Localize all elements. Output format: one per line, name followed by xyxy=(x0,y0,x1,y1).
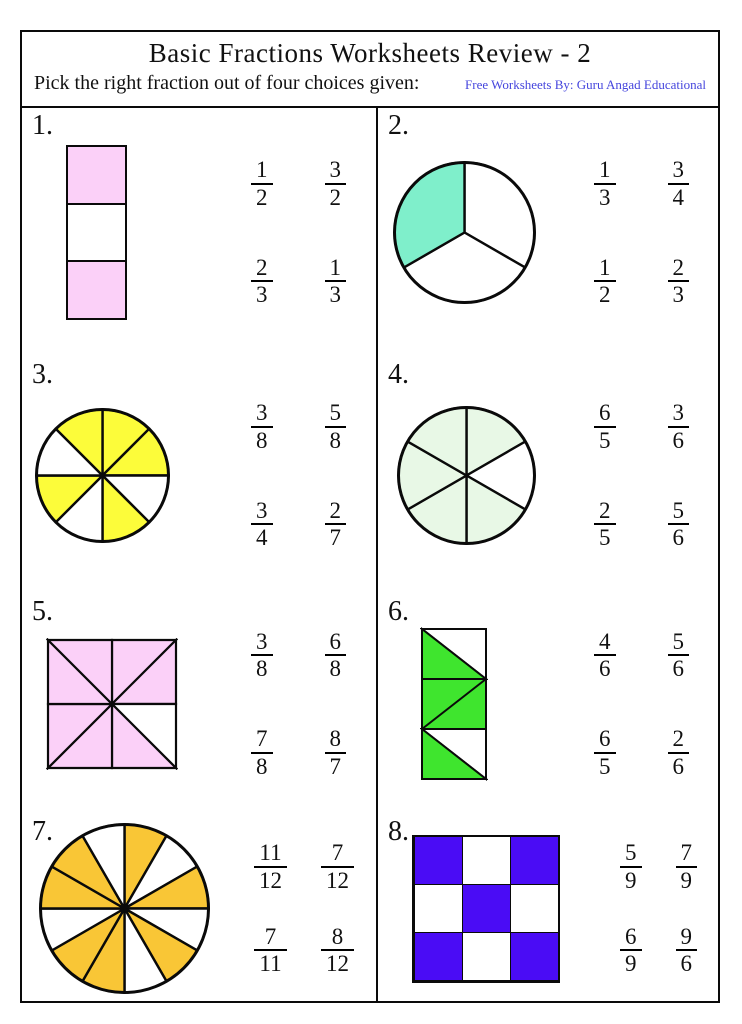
fraction-denominator: 11 xyxy=(254,949,287,977)
fraction-choice-1-3[interactable] xyxy=(594,157,616,211)
fraction-numerator: 5 xyxy=(672,628,684,654)
worksheet-page xyxy=(20,30,720,1003)
fraction-choice-11-12[interactable] xyxy=(254,840,287,894)
fraction-numerator: 6 xyxy=(329,628,341,654)
shape-container xyxy=(66,145,127,320)
fraction-numerator: 1 xyxy=(599,157,611,182)
credit-link[interactable]: Free Worksheets By: Guru Angad Educational xyxy=(465,77,706,92)
fraction-denominator: 5 xyxy=(594,752,616,780)
grid-cell-unshaded xyxy=(510,884,559,933)
problem-number: 7. xyxy=(32,816,53,847)
problem-4 xyxy=(378,357,719,594)
problem-8 xyxy=(378,814,719,1003)
pinwheel-square-shape xyxy=(46,638,178,770)
fraction-choices xyxy=(594,629,689,780)
fraction-choice-1-2[interactable] xyxy=(594,255,616,309)
pie-shape-8-slices xyxy=(34,407,171,544)
fraction-choices xyxy=(251,629,346,780)
fraction-choice-5-6[interactable] xyxy=(668,629,690,683)
fraction-choices xyxy=(594,157,689,308)
fraction-numerator: 1 xyxy=(256,157,268,182)
problem-3 xyxy=(22,357,378,594)
fraction-denominator: 6 xyxy=(676,949,698,977)
fraction-choices xyxy=(251,157,346,308)
fraction-denominator: 12 xyxy=(254,866,287,894)
fraction-choices xyxy=(254,840,354,977)
problem-number: 2. xyxy=(388,110,409,141)
fraction-numerator: 1 xyxy=(599,254,611,280)
fraction-denominator: 9 xyxy=(620,949,642,977)
grid-cell-unshaded xyxy=(462,836,511,885)
fraction-numerator: 2 xyxy=(256,254,268,280)
fraction-choice-1-2[interactable] xyxy=(251,157,273,211)
fraction-numerator: 11 xyxy=(259,840,282,865)
fraction-choice-6-5[interactable] xyxy=(594,726,616,780)
fraction-choice-2-6[interactable] xyxy=(668,726,690,780)
fraction-denominator: 9 xyxy=(676,866,698,894)
fraction-choice-7-9[interactable] xyxy=(676,840,698,894)
grid-cell-shaded xyxy=(510,836,559,885)
bar-cell-unshaded xyxy=(66,203,127,263)
page-title: Basic Fractions Worksheets Review - 2 xyxy=(148,38,592,68)
fraction-choice-3-4[interactable] xyxy=(668,157,690,211)
fraction-numerator: 8 xyxy=(331,923,344,949)
fraction-denominator: 6 xyxy=(668,523,690,551)
fraction-denominator: 8 xyxy=(325,426,347,454)
fraction-denominator: 8 xyxy=(251,752,273,780)
fraction-numerator: 8 xyxy=(329,726,341,751)
worksheet-header xyxy=(22,32,718,108)
fraction-choices xyxy=(251,400,346,551)
fraction-choice-1-3[interactable] xyxy=(325,255,347,309)
problem-6 xyxy=(378,594,719,814)
problems-grid xyxy=(22,108,718,1003)
fraction-choice-5-6[interactable] xyxy=(668,498,690,552)
fraction-choice-6-9[interactable] xyxy=(620,924,642,978)
fraction-choice-7-8[interactable] xyxy=(251,726,273,780)
fraction-choice-6-5[interactable] xyxy=(594,400,616,454)
problem-2 xyxy=(378,108,719,357)
fraction-choice-8-7[interactable] xyxy=(325,726,347,780)
fraction-denominator: 5 xyxy=(594,426,616,454)
fraction-choices xyxy=(594,400,689,551)
divided-bar-shape xyxy=(66,145,127,320)
problem-1 xyxy=(22,108,378,357)
fraction-numerator: 7 xyxy=(680,840,692,865)
bar-cell-shaded xyxy=(66,260,127,320)
fraction-denominator: 7 xyxy=(325,752,347,780)
fraction-denominator: 7 xyxy=(325,523,347,551)
fraction-choice-2-3[interactable] xyxy=(251,255,273,309)
fraction-choice-3-4[interactable] xyxy=(251,498,273,552)
bar-cell-shaded xyxy=(66,145,127,205)
grid-cell-unshaded xyxy=(462,932,511,981)
fraction-numerator: 1 xyxy=(329,254,341,280)
grid-cell-shaded xyxy=(414,932,463,981)
fraction-choice-3-2[interactable] xyxy=(325,157,347,211)
fraction-choice-2-5[interactable] xyxy=(594,498,616,552)
fraction-denominator: 6 xyxy=(668,426,690,454)
fraction-numerator: 2 xyxy=(599,497,611,523)
fraction-denominator: 3 xyxy=(251,280,273,308)
fraction-numerator: 3 xyxy=(672,400,684,425)
fraction-denominator: 2 xyxy=(325,183,347,211)
fraction-choice-7-12[interactable] xyxy=(321,840,354,894)
fraction-choice-3-8[interactable] xyxy=(251,400,273,454)
problem-5 xyxy=(22,594,378,814)
fraction-denominator: 8 xyxy=(251,654,273,682)
fraction-numerator: 5 xyxy=(672,497,684,523)
shape-container xyxy=(396,405,537,546)
fraction-denominator: 2 xyxy=(251,183,273,211)
problem-7 xyxy=(22,814,378,1003)
instructions-text: Pick the right fraction out of four choices given: xyxy=(34,72,420,94)
fraction-denominator: 4 xyxy=(668,183,690,211)
fraction-choices xyxy=(620,840,697,977)
fraction-denominator: 9 xyxy=(620,866,642,894)
fraction-denominator: 6 xyxy=(668,654,690,682)
shape-container xyxy=(392,160,537,305)
fraction-choice-2-3[interactable] xyxy=(668,255,690,309)
fraction-numerator: 7 xyxy=(331,840,344,865)
fraction-numerator: 3 xyxy=(256,497,268,523)
fraction-numerator: 9 xyxy=(680,923,692,949)
fraction-numerator: 3 xyxy=(672,157,684,182)
fraction-denominator: 3 xyxy=(325,280,347,308)
fraction-numerator: 6 xyxy=(625,923,637,949)
fraction-numerator: 3 xyxy=(256,628,268,654)
fraction-numerator: 7 xyxy=(256,726,268,751)
fraction-denominator: 2 xyxy=(594,280,616,308)
fraction-denominator: 8 xyxy=(251,426,273,454)
fraction-choice-3-8[interactable] xyxy=(251,629,273,683)
fraction-choice-8-12[interactable] xyxy=(321,924,354,978)
fraction-numerator: 3 xyxy=(329,157,341,182)
fraction-denominator: 8 xyxy=(325,654,347,682)
fraction-numerator: 2 xyxy=(672,254,684,280)
fraction-numerator: 2 xyxy=(329,497,341,523)
fraction-choice-4-6[interactable] xyxy=(594,629,616,683)
fraction-choice-5-8[interactable] xyxy=(325,400,347,454)
pie-shape-12-slices xyxy=(38,822,211,995)
shape-container xyxy=(420,627,488,781)
problem-number: 1. xyxy=(32,110,53,141)
grid-3x3-shape xyxy=(412,835,560,983)
fraction-numerator: 7 xyxy=(264,923,277,949)
fraction-numerator: 4 xyxy=(599,628,611,654)
grid-cell-shaded xyxy=(510,932,559,981)
fraction-denominator: 12 xyxy=(321,949,354,977)
fraction-choice-5-9[interactable] xyxy=(620,840,642,894)
fraction-choice-3-6[interactable] xyxy=(668,400,690,454)
fraction-choice-9-6[interactable] xyxy=(676,924,698,978)
grid-cell-shaded xyxy=(414,836,463,885)
fraction-numerator: 5 xyxy=(625,840,637,865)
pie-shape-6-slices xyxy=(396,405,537,546)
fraction-denominator: 3 xyxy=(668,280,690,308)
fraction-denominator: 12 xyxy=(321,866,354,894)
problem-number: 8. xyxy=(388,816,409,847)
fraction-denominator: 6 xyxy=(668,752,690,780)
fraction-denominator: 6 xyxy=(594,654,616,682)
fraction-numerator: 6 xyxy=(599,726,611,751)
fraction-numerator: 3 xyxy=(256,400,268,425)
fraction-choice-6-8[interactable] xyxy=(325,629,347,683)
fraction-choice-2-7[interactable] xyxy=(325,498,347,552)
shape-container xyxy=(412,835,560,983)
fraction-denominator: 5 xyxy=(594,523,616,551)
grid-cell-shaded xyxy=(462,884,511,933)
shape-container xyxy=(34,407,171,544)
shape-container xyxy=(38,822,211,995)
fraction-denominator: 4 xyxy=(251,523,273,551)
fraction-numerator: 2 xyxy=(672,726,684,751)
fraction-denominator: 3 xyxy=(594,183,616,211)
problem-number: 4. xyxy=(388,359,409,390)
fraction-choice-7-11[interactable] xyxy=(254,924,287,978)
problem-number: 3. xyxy=(32,359,53,390)
fraction-numerator: 5 xyxy=(329,400,341,425)
triangle-bar-shape xyxy=(420,627,488,781)
fraction-numerator: 6 xyxy=(599,400,611,425)
grid-cell-unshaded xyxy=(414,884,463,933)
problem-number: 6. xyxy=(388,596,409,627)
shape-container xyxy=(46,638,178,770)
pie-shape-3-slices xyxy=(392,160,537,305)
problem-number: 5. xyxy=(32,596,53,627)
